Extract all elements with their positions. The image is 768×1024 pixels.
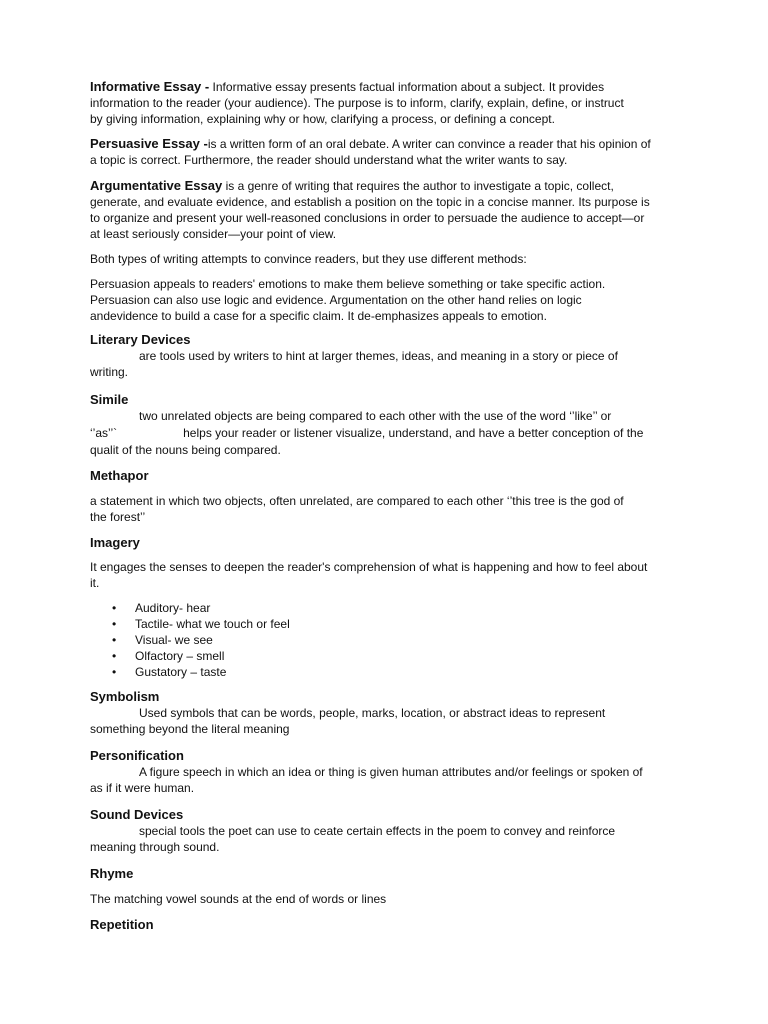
list-item: • Auditory- hear — [112, 601, 211, 615]
imagery-line: it. — [90, 576, 100, 590]
senses-list — [90, 600, 680, 680]
rhyme-section — [90, 865, 680, 907]
persuasive-essay-heading: Persuasive Essay - — [90, 136, 208, 151]
simile-line: two unrelated objects are being compared to each other with the use of the word ‘’like’’ or — [139, 409, 612, 423]
informative-essay-line: information to the reader (your audience). The purpose is to inform, clarify, explain, define, or instruct — [90, 96, 624, 110]
methapor-section — [90, 467, 680, 525]
methapor-line: a statement in which two objects, often unrelated, are compared to each other ‘’this tree is the god of — [90, 494, 624, 508]
persuasion-paragraph — [90, 276, 680, 324]
list-item: • Tactile- what we touch or feel — [112, 617, 290, 631]
argumentative-essay-line: at least seriously consider—your point of view. — [90, 227, 337, 241]
symbolism-line: something beyond the literal meaning — [90, 722, 290, 736]
literary-devices-line: writing. — [90, 365, 129, 379]
argumentative-essay-paragraph — [90, 178, 680, 242]
methapor-heading: Methapor — [90, 468, 149, 483]
repetition-heading: Repetition — [90, 917, 154, 932]
rhyme-heading: Rhyme — [90, 866, 134, 881]
bullet-icon: • — [112, 633, 117, 647]
symbolism-heading: Symbolism — [90, 689, 160, 704]
argumentative-essay-heading: Argumentative Essay — [90, 178, 223, 193]
bullet-icon: • — [112, 649, 117, 663]
personification-line: as if it were human. — [90, 781, 195, 795]
informative-essay-heading: Informative Essay - — [90, 79, 210, 94]
sound-devices-heading: Sound Devices — [90, 807, 184, 822]
persuasive-essay-paragraph — [90, 136, 680, 168]
simile-as-text: ‘’as’’` — [90, 426, 118, 440]
list-item: • Visual- we see — [112, 633, 213, 647]
personification-section — [90, 747, 680, 796]
symbolism-line: Used symbols that can be words, people, marks, location, or abstract ideas to represent — [139, 706, 606, 720]
informative-essay-text: Informative essay presents factual information about a subject. It provides — [209, 80, 605, 94]
persuasion-line: Persuasion can also use logic and evidence. Argumentation on the other hand relies on logic — [90, 293, 582, 307]
sound-devices-line: special tools the poet can use to ceate certain effects in the poem to convey and reinforce — [139, 824, 616, 838]
imagery-section — [90, 534, 680, 680]
imagery-line: It engages the senses to deepen the reader's comprehension of what is happening and how to feel about — [90, 560, 648, 574]
argumentative-essay-line: to organize and present your well-reasoned conclusions in order to persuade the audience to accept—or — [90, 211, 645, 225]
methapor-line: the forest’’ — [90, 510, 146, 524]
both-types-line: Both types of writing attempts to convince readers, but they use different methods: — [90, 252, 527, 266]
persuasive-essay-text: is a written form of an oral debate. A writer can convince a reader that his opinion of — [207, 137, 651, 151]
simile-heading: Simile — [90, 392, 129, 407]
simile-line: helps your reader or listener visualize, understand, and have a better conception of the — [183, 426, 644, 440]
informative-essay-paragraph — [90, 79, 680, 127]
bullet-icon: • — [112, 617, 117, 631]
sound-devices-line: meaning through sound. — [90, 840, 220, 854]
imagery-heading: Imagery — [90, 535, 140, 550]
persuasion-line: Persuasion appeals to readers' emotions to make them believe something or take specific action. — [90, 277, 606, 291]
list-item: • Olfactory – smell — [112, 649, 225, 663]
literary-devices-heading: Literary Devices — [90, 332, 191, 347]
symbolism-section — [90, 688, 680, 737]
argumentative-essay-line: generate, and evaluate evidence, and establish a position on the topic in a concise manner. Its purpose is — [90, 195, 650, 209]
list-item: • Gustatory – taste — [112, 665, 227, 679]
rhyme-line: The matching vowel sounds at the end of words or lines — [90, 892, 387, 906]
persuasive-essay-line: a topic is correct. Furthermore, the reader should understand what the writer wants to say. — [90, 153, 568, 167]
simile-section — [90, 391, 680, 458]
personification-heading: Personification — [90, 748, 184, 763]
bullet-icon: • — [112, 665, 117, 679]
repetition-section — [90, 916, 680, 933]
argumentative-essay-text: is a genre of writing that requires the author to investigate a topic, collect, — [222, 179, 614, 193]
simile-line: qualit of the nouns being compared. — [90, 443, 281, 457]
both-types-paragraph — [90, 251, 680, 267]
personification-line: A figure speech in which an idea or thing is given human attributes and/or feelings or spoken of — [139, 765, 643, 779]
literary-devices-line: are tools used by writers to hint at larger themes, ideas, and meaning in a story or piece of — [139, 349, 618, 363]
informative-essay-line: by giving information, explaining why or how, clarifying a process, or defining a concept. — [90, 112, 555, 126]
sound-devices-section — [90, 806, 680, 855]
bullet-icon: • — [112, 601, 117, 615]
literary-devices-section — [90, 331, 680, 380]
persuasion-line: andevidence to build a case for a specific claim. It de-emphasizes appeals to emotion. — [90, 309, 547, 323]
